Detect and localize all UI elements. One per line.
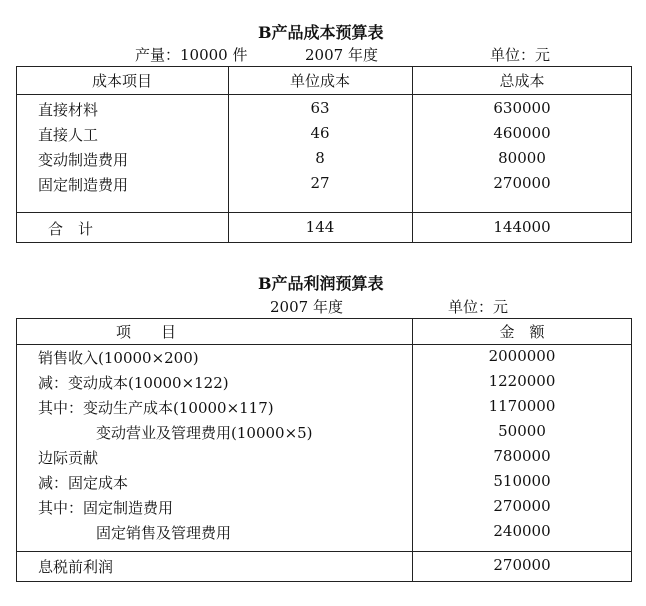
profit-table-header-divider bbox=[16, 344, 632, 345]
cost-row-unit-cost: 63 bbox=[310, 99, 330, 117]
cost-row-total: 630000 bbox=[493, 99, 551, 117]
profit-row-amount: 240000 bbox=[493, 522, 551, 540]
cost-row-total: 80000 bbox=[498, 149, 546, 167]
cost-total-unit-cost: 144 bbox=[305, 218, 335, 236]
cost-row-item: 直接材料 bbox=[38, 101, 99, 119]
cost-header-total: 总成本 bbox=[499, 72, 545, 90]
profit-row-item: 边际贡献 bbox=[38, 449, 99, 467]
profit-row-item: 减：变动成本(10000×122) bbox=[38, 374, 229, 392]
cost-row-item: 固定制造费用 bbox=[38, 176, 129, 194]
profit-row-item: 销售收入(10000×200) bbox=[38, 349, 199, 367]
profit-table-title: B产品利润预算表 bbox=[258, 274, 384, 293]
profit-total-amount: 270000 bbox=[493, 556, 551, 574]
profit-row-amount: 510000 bbox=[493, 472, 551, 490]
cost-header-unit-cost: 单位成本 bbox=[289, 72, 350, 90]
cost-table-total-divider bbox=[16, 212, 632, 213]
profit-row-item: 固定销售及管理费用 bbox=[96, 524, 232, 542]
cost-row-total: 270000 bbox=[493, 174, 551, 192]
profit-total-label: 息税前利润 bbox=[38, 558, 114, 576]
cost-row-unit-cost: 27 bbox=[310, 174, 330, 192]
cost-row-item: 变动制造费用 bbox=[38, 151, 129, 169]
cost-table-title: B产品成本预算表 bbox=[258, 23, 384, 42]
cost-table-year: 2007 年度 bbox=[305, 46, 378, 64]
profit-row-amount: 270000 bbox=[493, 497, 551, 515]
profit-table-total-divider bbox=[16, 551, 632, 552]
cost-row-unit-cost: 8 bbox=[315, 149, 325, 167]
profit-row-item: 变动营业及管理费用(10000×5) bbox=[96, 424, 313, 442]
cost-total-label: 合 计 bbox=[48, 220, 94, 238]
profit-row-amount: 50000 bbox=[498, 422, 546, 440]
profit-row-amount: 1220000 bbox=[488, 372, 556, 390]
cost-table-header-divider bbox=[16, 94, 632, 95]
profit-row-item: 其中：固定制造费用 bbox=[38, 499, 174, 517]
cost-row-total: 460000 bbox=[493, 124, 551, 142]
profit-table-year: 2007 年度 bbox=[270, 298, 343, 316]
profit-row-amount: 780000 bbox=[493, 447, 551, 465]
cost-row-unit-cost: 46 bbox=[310, 124, 330, 142]
profit-header-item: 项 目 bbox=[115, 323, 176, 341]
cost-total-total: 144000 bbox=[493, 218, 551, 236]
profit-row-item: 减：固定成本 bbox=[38, 474, 129, 492]
profit-table-unit: 单位：元 bbox=[448, 298, 509, 316]
cost-table-unit: 单位：元 bbox=[490, 46, 551, 64]
cost-header-item: 成本项目 bbox=[91, 72, 152, 90]
cost-table-output: 产量：10000 件 bbox=[135, 46, 248, 64]
profit-row-amount: 1170000 bbox=[488, 397, 556, 415]
cost-row-item: 直接人工 bbox=[38, 126, 99, 144]
profit-header-amount: 金 额 bbox=[499, 323, 545, 341]
profit-row-item: 其中：变动生产成本(10000×117) bbox=[38, 399, 274, 417]
profit-row-amount: 2000000 bbox=[488, 347, 556, 365]
